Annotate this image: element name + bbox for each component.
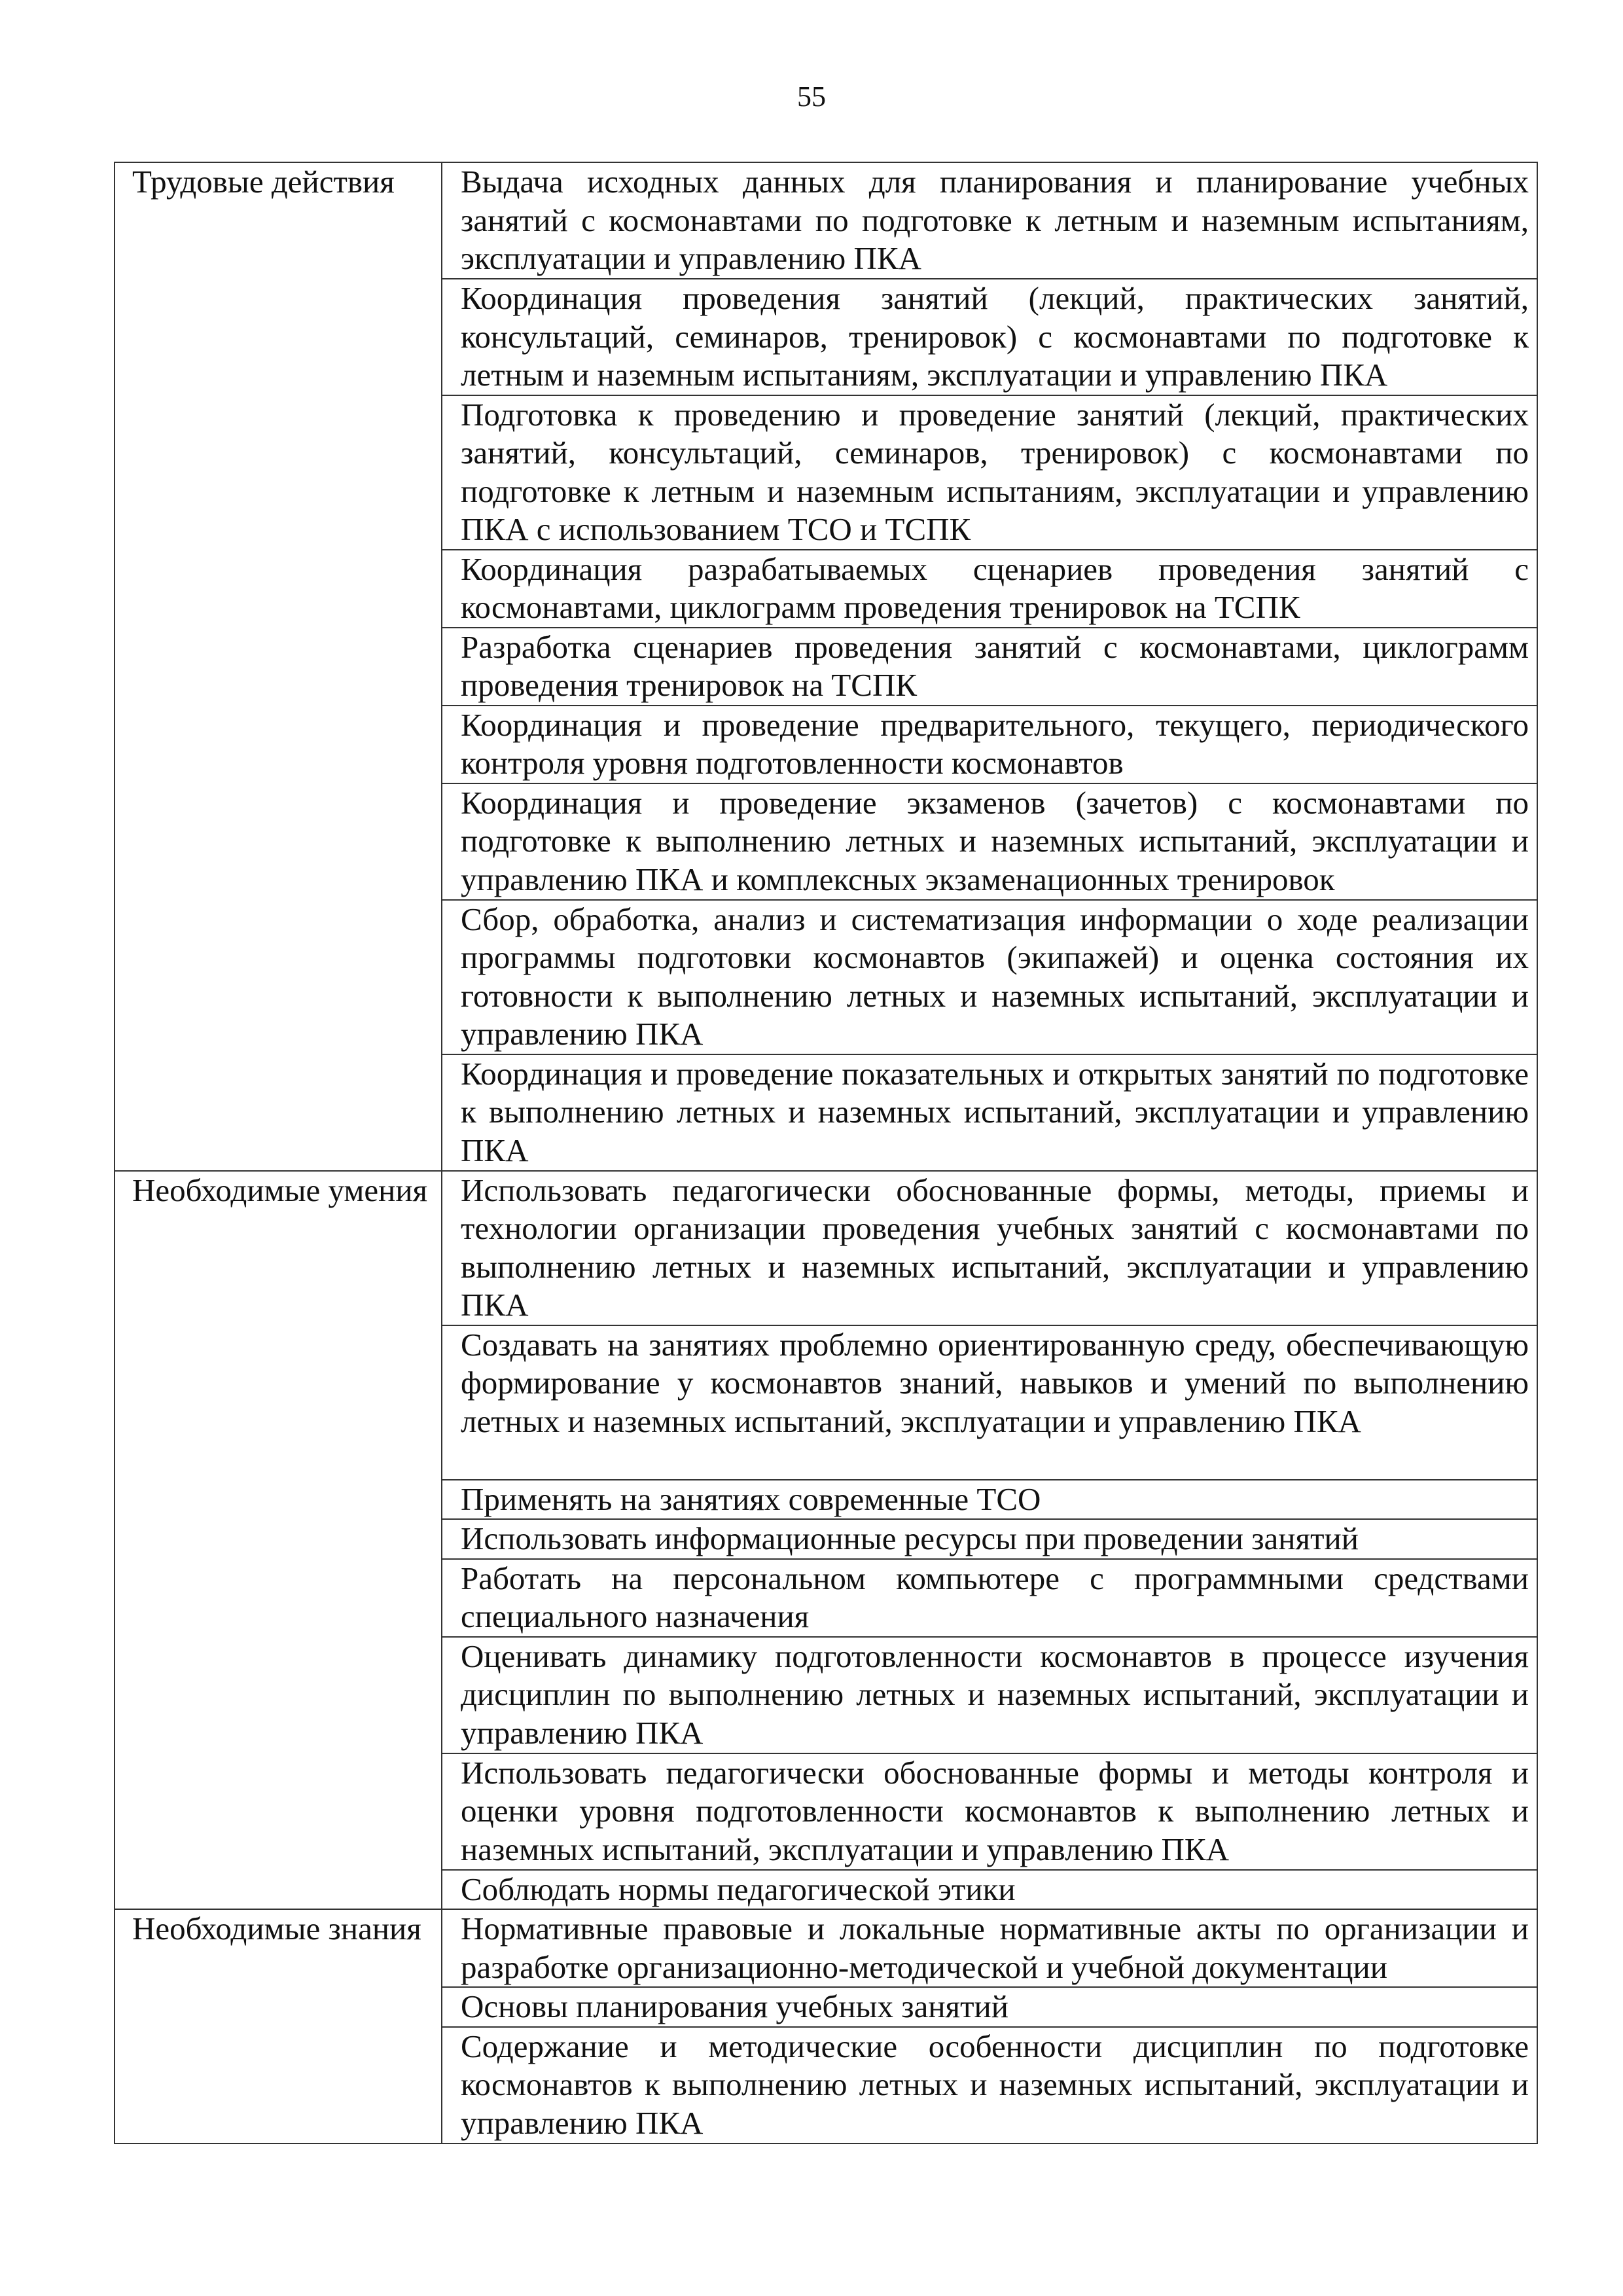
table-cell: Подготовка к проведению и проведение занятий (лекций, практических занятий, консультаций, семинаров, тренировок) с космонавтами по подготовке к летным и наземным испытаниям, эксплуатации и управлению ПКА с использованием ТСО и ТСПК bbox=[442, 395, 1537, 550]
table-cell: Основы планирования учебных занятий bbox=[442, 1987, 1537, 2027]
table-cell: Координация разрабатываемых сценариев проведения занятий с космонавтами, циклограмм проведения тренировок на ТСПК bbox=[442, 550, 1537, 628]
table-cell: Нормативные правовые и локальные нормативные акты по организации и разработке организационно-методической и учебной документации bbox=[442, 1909, 1537, 1987]
page-number: 55 bbox=[797, 81, 826, 113]
table-row bbox=[115, 162, 1537, 279]
table-cell: Использовать информационные ресурсы при проведении занятий bbox=[442, 1519, 1537, 1559]
table-cell: Использовать педагогически обоснованные формы, методы, приемы и технологии организации проведения учебных занятий с космонавтами по выполнению летных и наземных испытаний, эксплуатации и управлению ПКА bbox=[442, 1171, 1537, 1325]
table-cell: Оценивать динамику подготовленности космонавтов в процессе изучения дисциплин по выполнению летных и наземных испытаний, эксплуатации и управлению ПКА bbox=[442, 1637, 1537, 1753]
table-cell: Сбор, обработка, анализ и систематизация информации о ходе реализации программы подготовки космонавтов (экипажей) и оценка состояния их готовности к выполнению летных и наземных испытаний, эксплуатации и управлению ПКА bbox=[442, 900, 1537, 1054]
table-row bbox=[115, 1171, 1537, 1325]
table-cell: Содержание и методические особенности дисциплин по подготовке космонавтов к выполнению летных и наземных испытаний, эксплуатации и управлению ПКА bbox=[442, 2027, 1537, 2144]
table-cell: Соблюдать нормы педагогической этики bbox=[442, 1870, 1537, 1910]
table-cell: Координация проведения занятий (лекций, практических занятий, консультаций, семинаров, тренировок) с космонавтами по подготовке к летным и наземным испытаниям, эксплуатации и управлению ПКА bbox=[442, 279, 1537, 395]
table-cell: Разработка сценариев проведения занятий с космонавтами, циклограмм проведения тренировок на ТСПК bbox=[442, 628, 1537, 706]
table-cell: Использовать педагогически обоснованные формы и методы контроля и оценки уровня подготовленности космонавтов к выполнению летных и наземных испытаний, эксплуатации и управлению ПКА bbox=[442, 1753, 1537, 1870]
table-cell: Создавать на занятиях проблемно ориентированную среду, обеспечивающую формирование у космонавтов знаний, навыков и умений по выполнению летных и наземных испытаний, эксплуатации и управлению ПКА bbox=[442, 1325, 1537, 1480]
table-cell: Применять на занятиях современные ТСО bbox=[442, 1480, 1537, 1520]
section-label-labor-actions: Трудовые действия bbox=[115, 162, 442, 1171]
table-cell: Координация и проведение предварительного, текущего, периодического контроля уровня подготовленности космонавтов bbox=[442, 706, 1537, 783]
table-cell: Координация и проведение экзаменов (зачетов) с космонавтами по подготовке к выполнению летных и наземных испытаний, эксплуатации и управлению ПКА и комплексных экзаменационных тренировок bbox=[442, 783, 1537, 900]
table-row bbox=[115, 1909, 1537, 1987]
table-cell: Выдача исходных данных для планирования и планирование учебных занятий с космонавтами по подготовке к летным и наземным испытаниям, эксплуатации и управлению ПКА bbox=[442, 162, 1537, 279]
section-label-required-skills: Необходимые умения bbox=[115, 1171, 442, 1910]
table-cell: Работать на персональном компьютере с программными средствами специального назначения bbox=[442, 1559, 1537, 1637]
section-label-required-knowledge: Необходимые знания bbox=[115, 1909, 442, 2144]
qualification-table bbox=[114, 162, 1538, 2144]
table-cell: Координация и проведение показательных и открытых занятий по подготовке к выполнению летных и наземных испытаний, эксплуатации и управлению ПКА bbox=[442, 1054, 1537, 1171]
